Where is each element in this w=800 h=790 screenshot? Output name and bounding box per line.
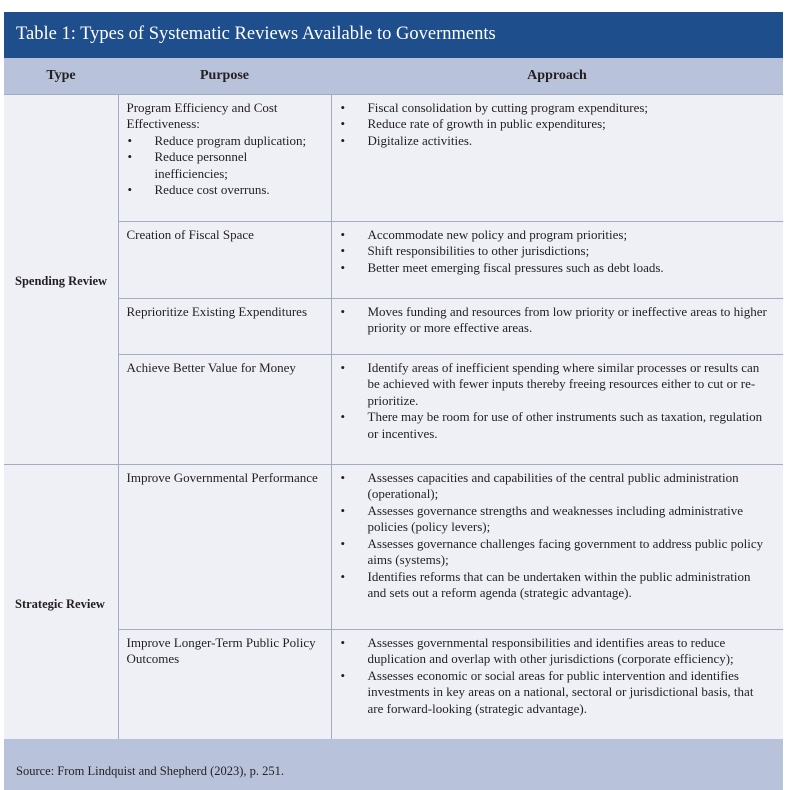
list-item: • Reduce cost overruns. (127, 182, 323, 199)
type-cell-strategic-review: Strategic Review (4, 464, 118, 739)
purpose-bullet-list (127, 133, 323, 199)
list-item: • Reduce personnel inefficiencies; (127, 149, 323, 182)
purpose-text: Program Efficiency and Cost Effectiveness: (126, 99, 278, 131)
purpose-cell: Achieve Better Value for Money (118, 354, 331, 464)
purpose-cell: Improve Governmental Performance (118, 464, 331, 629)
list-item: • Reduce rate of growth in public expenditures; (340, 116, 770, 133)
list-item: • Assesses capacities and capabilities of the central public administration (operational); (340, 470, 770, 503)
source-note: Source: From Lindquist and Shepherd (2023), p. 251. (4, 739, 783, 790)
approach-cell (331, 464, 783, 629)
list-item: • Digitalize activities. (340, 133, 770, 150)
list-item: • Accommodate new policy and program priorities; (340, 227, 770, 244)
approach-cell (331, 354, 783, 464)
list-item: • There may be room for use of other instruments such as taxation, regulation or incentives. (340, 409, 770, 442)
purpose-cell: Creation of Fiscal Space (118, 221, 331, 298)
list-item: • Reduce program duplication; (127, 133, 323, 150)
list-item: • Fiscal consolidation by cutting program expenditures; (340, 100, 770, 117)
purpose-cell: Reprioritize Existing Expenditures (118, 298, 331, 354)
reviews-table (4, 58, 783, 740)
table-row (4, 464, 783, 629)
approach-bullet-list (340, 470, 770, 602)
list-item: • Moves funding and resources from low priority or ineffective areas to higher priority or more effective areas. (340, 304, 770, 337)
approach-bullet-list (340, 100, 770, 150)
list-item: • Assesses governmental responsibilities and identifies areas to reduce duplication and overlap with other jurisdictions (corporate efficiency); (340, 635, 770, 668)
type-cell-spending-review: Spending Review (4, 94, 118, 464)
table-row (4, 354, 783, 464)
approach-cell (331, 221, 783, 298)
table-title: Table 1: Types of Systematic Reviews Available to Governments (4, 12, 783, 58)
approach-bullet-list (340, 227, 770, 277)
purpose-cell (118, 94, 331, 221)
approach-bullet-list (340, 635, 770, 718)
list-item: • Identify areas of inefficient spending where similar processes or results can be achieved with fewer inputs thereby freeing resources either to cut or re-prioritize. (340, 360, 770, 410)
table-row (4, 629, 783, 739)
list-item: • Assesses governance strengths and weaknesses including administrative policies (policy levers); (340, 503, 770, 536)
approach-cell (331, 298, 783, 354)
approach-bullet-list (340, 304, 770, 337)
list-item: • Assesses economic or social areas for public intervention and identifies investments in key areas on a national, sectoral or jurisdictional basis, that are forward-looking (strategic advantage). (340, 668, 770, 718)
table-container (4, 12, 783, 790)
approach-bullet-list (340, 360, 770, 443)
approach-cell (331, 94, 783, 221)
approach-cell (331, 629, 783, 739)
list-item: • Shift responsibilities to other jurisdictions; (340, 243, 770, 260)
table-row (4, 221, 783, 298)
table-row (4, 298, 783, 354)
list-item: • Assesses governance challenges facing government to address public policy aims (systems); (340, 536, 770, 569)
header-row (4, 58, 783, 94)
list-item: • Better meet emerging fiscal pressures such as debt loads. (340, 260, 770, 277)
list-item: • Identifies reforms that can be undertaken within the public administration and sets out a reform agenda (strategic advantage). (340, 569, 770, 602)
table-row (4, 94, 783, 221)
purpose-cell: Improve Longer-Term Public Policy Outcomes (118, 629, 331, 739)
header-purpose: Purpose (118, 58, 331, 94)
header-approach: Approach (331, 58, 783, 94)
header-type: Type (4, 58, 118, 94)
